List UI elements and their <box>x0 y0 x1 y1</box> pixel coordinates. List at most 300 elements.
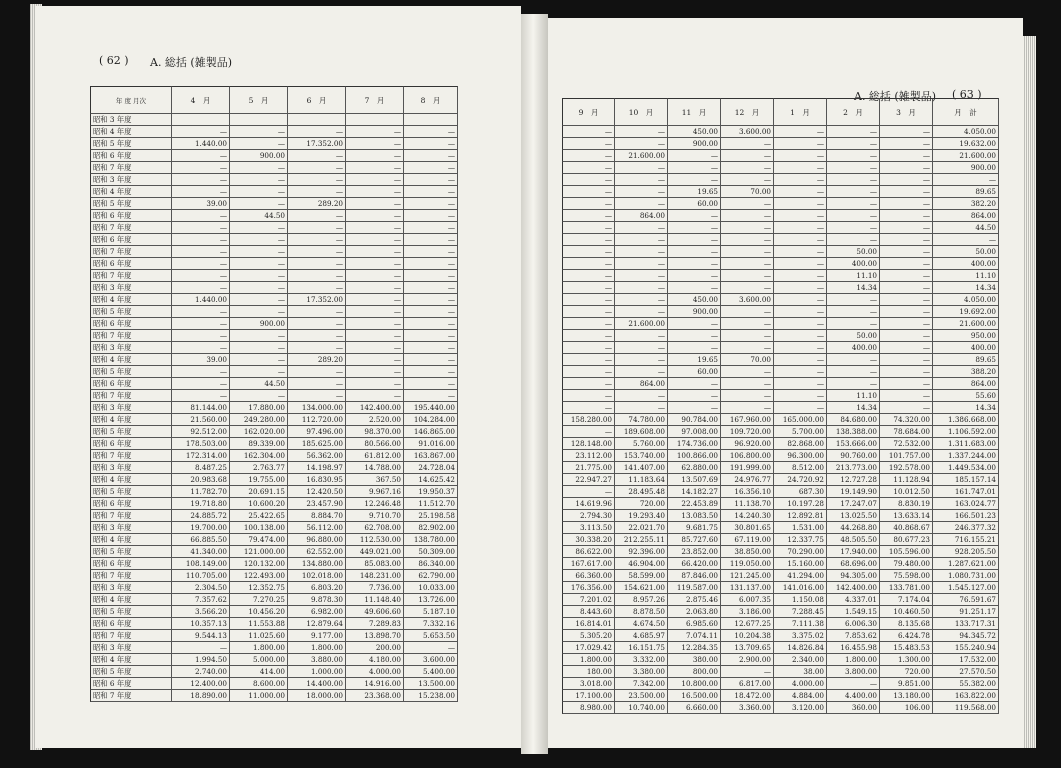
table-cell: 16.830.95 <box>288 474 346 486</box>
table-cell: — <box>827 318 880 330</box>
table-cell: 1.800.00 <box>288 642 346 654</box>
table-cell: 23.500.00 <box>615 690 668 702</box>
table-cell: 17.352.00 <box>288 294 346 306</box>
table-row <box>90 210 458 222</box>
table-cell: 8.600.00 <box>230 678 288 690</box>
table-cell: 4.674.50 <box>615 618 668 630</box>
table-cell: 192.578.00 <box>880 462 933 474</box>
table-cell: — <box>404 126 458 138</box>
table-cell: 82.868.00 <box>774 438 827 450</box>
table-cell: — <box>615 198 668 210</box>
table-cell: — <box>615 270 668 282</box>
table-cell: 50.00 <box>933 246 999 258</box>
table-row <box>562 438 999 450</box>
table-cell: 900.00 <box>933 162 999 174</box>
table-cell: — <box>230 258 288 270</box>
table-cell: 9.544.13 <box>172 630 230 642</box>
fiscal-year-label: 昭和 7 年度 <box>90 270 172 282</box>
table-row <box>562 198 999 210</box>
table-cell: 100.866.00 <box>668 450 721 462</box>
table-cell: — <box>288 126 346 138</box>
table-cell: 62.790.00 <box>404 570 458 582</box>
table-cell: — <box>774 162 827 174</box>
table-cell: 14.916.00 <box>346 678 404 690</box>
table-cell: 46.904.00 <box>615 558 668 570</box>
table-cell: — <box>346 246 404 258</box>
table-cell: 49.606.60 <box>346 606 404 618</box>
table-cell: — <box>404 222 458 234</box>
table-cell: 41.294.00 <box>774 570 827 582</box>
table-cell: 1.549.15 <box>827 606 880 618</box>
table-cell: 112.530.00 <box>346 534 404 546</box>
table-cell: — <box>562 162 615 174</box>
table-cell: 10.204.38 <box>721 630 774 642</box>
table-cell: — <box>346 366 404 378</box>
table-cell: 75.598.00 <box>880 570 933 582</box>
table-row <box>90 426 458 438</box>
table-cell: — <box>615 162 668 174</box>
table-row <box>90 414 458 426</box>
table-cell: 55.382.00 <box>933 678 999 690</box>
table-cell: 1.800.00 <box>562 654 615 666</box>
table-cell: 17.352.00 <box>288 138 346 150</box>
table-cell: 14.182.27 <box>668 486 721 498</box>
table-row <box>90 114 458 126</box>
table-cell: 39.00 <box>172 198 230 210</box>
table-cell: 94.345.72 <box>933 630 999 642</box>
table-row <box>562 486 999 498</box>
table-cell: 110.705.00 <box>172 570 230 582</box>
table-cell: — <box>230 330 288 342</box>
table-cell: 1.000.00 <box>288 666 346 678</box>
table-cell: — <box>346 210 404 222</box>
table-cell: 72.532.00 <box>880 438 933 450</box>
table-cell: — <box>346 126 404 138</box>
table-cell: 14.34 <box>933 402 999 414</box>
table-cell: 178.503.00 <box>172 438 230 450</box>
table-cell: 14.198.97 <box>288 462 346 474</box>
table-cell: — <box>668 174 721 186</box>
table-cell: 92.512.00 <box>172 426 230 438</box>
table-row <box>90 510 458 522</box>
table-cell: 56.362.00 <box>288 450 346 462</box>
table-cell: — <box>562 318 615 330</box>
table-cell: — <box>172 318 230 330</box>
table-cell: 18.890.00 <box>172 690 230 702</box>
table-cell: 7.342.00 <box>615 678 668 690</box>
table-cell: — <box>774 306 827 318</box>
table-cell: 382.20 <box>933 198 999 210</box>
table-cell <box>172 114 230 126</box>
table-cell: 12.677.25 <box>721 618 774 630</box>
table-row <box>562 522 999 534</box>
fiscal-year-label: 昭和 6 年度 <box>90 150 172 162</box>
table-cell: — <box>404 342 458 354</box>
fiscal-year-label: 昭和 6 年度 <box>90 618 172 630</box>
table-cell: — <box>230 138 288 150</box>
table-cell: 44.50 <box>230 378 288 390</box>
table-cell: 9.967.16 <box>346 486 404 498</box>
table-cell: 82.902.00 <box>404 522 458 534</box>
table-cell: — <box>230 306 288 318</box>
table-cell: 96.300.00 <box>774 450 827 462</box>
table-cell: 96.920.00 <box>721 438 774 450</box>
table-cell: — <box>774 282 827 294</box>
table-cell: 146.865.00 <box>404 426 458 438</box>
table-cell: 7.332.16 <box>404 618 458 630</box>
table-cell: 22.453.89 <box>668 498 721 510</box>
table-cell: 5.400.00 <box>404 666 458 678</box>
fiscal-year-label: 昭和 6 年度 <box>90 378 172 390</box>
table-cell: 11.138.70 <box>721 498 774 510</box>
fiscal-year-label: 昭和 6 年度 <box>90 318 172 330</box>
table-row <box>562 654 999 666</box>
table-cell: 62.552.00 <box>288 546 346 558</box>
table-cell: — <box>404 390 458 402</box>
table-cell: 360.00 <box>827 702 880 714</box>
table-row <box>562 366 999 378</box>
table-cell: 7.853.62 <box>827 630 880 642</box>
table-cell: 864.00 <box>615 210 668 222</box>
table-cell: 50.00 <box>827 246 880 258</box>
fiscal-year-label: 昭和 3 年度 <box>90 282 172 294</box>
table-cell: 8.980.00 <box>562 702 615 714</box>
table-row <box>562 462 999 474</box>
month-header: 月 計 <box>933 98 999 126</box>
table-cell: — <box>880 222 933 234</box>
table-cell: 38.00 <box>774 666 827 678</box>
table-cell: — <box>827 222 880 234</box>
table-cell: 22.947.27 <box>562 474 615 486</box>
table-cell: — <box>615 234 668 246</box>
table-cell: — <box>774 390 827 402</box>
table-cell: — <box>721 246 774 258</box>
table-cell: — <box>230 366 288 378</box>
table-cell: 11.10 <box>827 390 880 402</box>
table-cell: — <box>230 294 288 306</box>
month-header: 8 月 <box>404 86 458 114</box>
table-cell: — <box>827 126 880 138</box>
month-header: 10 月 <box>615 98 668 126</box>
table-cell: 6.982.00 <box>288 606 346 618</box>
table-cell: 3.018.00 <box>562 678 615 690</box>
table-cell: 11.512.70 <box>404 498 458 510</box>
table-cell: 1.800.00 <box>827 654 880 666</box>
table-cell: 14.826.84 <box>774 642 827 654</box>
table-cell: — <box>615 126 668 138</box>
table-cell: 289.20 <box>288 198 346 210</box>
table-cell: 12.400.00 <box>172 678 230 690</box>
table-cell: — <box>827 198 880 210</box>
table-cell: 28.495.48 <box>615 486 668 498</box>
right-data-table <box>562 98 999 714</box>
table-cell: 16.814.01 <box>562 618 615 630</box>
table-cell: 133.781.00 <box>880 582 933 594</box>
table-cell: 7.201.02 <box>562 594 615 606</box>
table-cell: — <box>346 294 404 306</box>
right-page-number: ( 63 ) <box>952 88 982 101</box>
table-cell: — <box>404 330 458 342</box>
table-cell: 1.440.00 <box>172 138 230 150</box>
table-cell: — <box>346 390 404 402</box>
table-row <box>90 306 458 318</box>
fiscal-year-label: 昭和 7 年度 <box>90 510 172 522</box>
table-row <box>562 534 999 546</box>
table-cell: 8.135.68 <box>880 618 933 630</box>
table-row <box>90 162 458 174</box>
table-cell: 900.00 <box>668 138 721 150</box>
table-cell: 27.570.50 <box>933 666 999 678</box>
table-cell: — <box>880 330 933 342</box>
table-cell: 289.20 <box>288 354 346 366</box>
table-cell: — <box>172 258 230 270</box>
table-cell: — <box>230 198 288 210</box>
table-row <box>562 546 999 558</box>
fiscal-year-label: 昭和 4 年度 <box>90 474 172 486</box>
fiscal-year-label: 昭和 7 年度 <box>90 162 172 174</box>
month-header: 6 月 <box>288 86 346 114</box>
table-cell: — <box>562 306 615 318</box>
table-cell: 41.340.00 <box>172 546 230 558</box>
table-row <box>90 654 458 666</box>
table-cell: 1.440.00 <box>172 294 230 306</box>
table-cell: — <box>880 378 933 390</box>
table-cell: 12.420.50 <box>288 486 346 498</box>
table-cell: 3.186.00 <box>721 606 774 618</box>
table-row <box>90 690 458 702</box>
table-cell: 13.726.00 <box>404 594 458 606</box>
table-cell: 2.900.00 <box>721 654 774 666</box>
table-cell: — <box>615 390 668 402</box>
table-cell: 50.309.00 <box>404 546 458 558</box>
table-cell: 14.619.96 <box>562 498 615 510</box>
fiscal-year-label: 昭和 6 年度 <box>90 498 172 510</box>
table-cell: — <box>288 378 346 390</box>
table-cell: 13.500.00 <box>404 678 458 690</box>
table-cell: 24.976.77 <box>721 474 774 486</box>
table-cell: — <box>230 162 288 174</box>
table-cell: 2.794.30 <box>562 510 615 522</box>
table-cell: — <box>721 306 774 318</box>
table-cell: 720.00 <box>615 498 668 510</box>
table-cell: — <box>615 402 668 414</box>
fiscal-year-label: 昭和 6 年度 <box>90 210 172 222</box>
table-cell: 5.305.20 <box>562 630 615 642</box>
table-cell: 21.560.00 <box>172 414 230 426</box>
table-cell: 70.00 <box>721 186 774 198</box>
table-cell: 900.00 <box>230 318 288 330</box>
table-cell: — <box>827 306 880 318</box>
table-row <box>562 630 999 642</box>
month-header: 9 月 <box>562 98 615 126</box>
table-cell: — <box>346 186 404 198</box>
fiscal-year-label: 昭和 5 年度 <box>90 666 172 678</box>
table-cell: 19.149.90 <box>827 486 880 498</box>
month-header: 5 月 <box>230 86 288 114</box>
table-cell: 6.660.00 <box>668 702 721 714</box>
table-cell: — <box>172 126 230 138</box>
table-cell: 6.817.00 <box>721 678 774 690</box>
table-cell: — <box>880 294 933 306</box>
month-header: 12 月 <box>721 98 774 126</box>
table-cell: — <box>288 186 346 198</box>
table-row <box>90 198 458 210</box>
table-cell: — <box>880 162 933 174</box>
table-row <box>90 534 458 546</box>
fiscal-year-label: 昭和 4 年度 <box>90 354 172 366</box>
table-cell: — <box>933 234 999 246</box>
table-cell: — <box>880 210 933 222</box>
table-cell: 1.080.731.00 <box>933 570 999 582</box>
table-cell: 3.113.50 <box>562 522 615 534</box>
table-cell: — <box>668 210 721 222</box>
table-cell: 18.000.00 <box>288 690 346 702</box>
table-row <box>562 678 999 690</box>
table-cell: 67.119.00 <box>721 534 774 546</box>
table-row <box>562 570 999 582</box>
fiscal-year-label: 昭和 3 年度 <box>90 642 172 654</box>
table-cell: — <box>172 366 230 378</box>
table-row <box>562 690 999 702</box>
table-cell: 4.400.00 <box>827 690 880 702</box>
table-cell: 13.025.50 <box>827 510 880 522</box>
table-cell: 86.340.00 <box>404 558 458 570</box>
table-cell: — <box>404 186 458 198</box>
table-cell: — <box>288 210 346 222</box>
month-header: 2 月 <box>827 98 880 126</box>
table-row <box>90 438 458 450</box>
right-page <box>548 18 1023 748</box>
table-row <box>562 210 999 222</box>
table-cell: — <box>774 270 827 282</box>
table-cell: 61.812.00 <box>346 450 404 462</box>
table-cell: 7.270.25 <box>230 594 288 606</box>
table-cell: 153.666.00 <box>827 438 880 450</box>
table-row <box>562 330 999 342</box>
table-cell: — <box>880 258 933 270</box>
table-cell: 4.000.00 <box>346 666 404 678</box>
table-cell: 2.304.50 <box>172 582 230 594</box>
table-cell: 21.775.00 <box>562 462 615 474</box>
table-cell: 161.747.01 <box>933 486 999 498</box>
table-cell: — <box>774 342 827 354</box>
table-cell: — <box>288 366 346 378</box>
table-cell: — <box>774 378 827 390</box>
table-cell: — <box>827 186 880 198</box>
table-cell: 30.338.20 <box>562 534 615 546</box>
table-cell: 388.20 <box>933 366 999 378</box>
table-row <box>562 594 999 606</box>
table-cell: 212.255.11 <box>615 534 668 546</box>
table-header-row <box>562 98 999 126</box>
table-cell: — <box>615 294 668 306</box>
table-cell: 165.000.00 <box>774 414 827 426</box>
table-row <box>562 258 999 270</box>
table-cell: — <box>562 342 615 354</box>
table-row <box>90 138 458 150</box>
table-cell: — <box>172 174 230 186</box>
table-cell: 16.455.98 <box>827 642 880 654</box>
table-cell: — <box>172 162 230 174</box>
table-cell: 153.740.00 <box>615 450 668 462</box>
table-row <box>90 522 458 534</box>
table-cell: — <box>774 294 827 306</box>
table-cell: 16.151.75 <box>615 642 668 654</box>
table-cell: 141.016.00 <box>774 582 827 594</box>
book-gutter <box>521 14 548 754</box>
table-cell: — <box>774 246 827 258</box>
table-cell: — <box>172 222 230 234</box>
table-cell: 10.800.00 <box>668 678 721 690</box>
table-cell: — <box>562 138 615 150</box>
table-cell: 22.021.70 <box>615 522 668 534</box>
fiscal-year-label: 昭和 7 年度 <box>90 450 172 462</box>
table-row <box>90 378 458 390</box>
table-cell: 1.800.00 <box>230 642 288 654</box>
table-cell: 8.878.50 <box>615 606 668 618</box>
table-cell: — <box>346 282 404 294</box>
table-cell: 85.727.60 <box>668 534 721 546</box>
table-cell: — <box>880 366 933 378</box>
table-row <box>562 162 999 174</box>
table-cell: 134.880.00 <box>288 558 346 570</box>
table-cell: — <box>288 306 346 318</box>
table-cell: 39.00 <box>172 354 230 366</box>
table-cell: — <box>172 342 230 354</box>
table-cell: 90.760.00 <box>827 450 880 462</box>
table-cell: — <box>827 678 880 690</box>
table-cell: 7.111.38 <box>774 618 827 630</box>
table-cell: 163.867.00 <box>404 450 458 462</box>
table-cell: 89.65 <box>933 186 999 198</box>
table-cell: — <box>774 198 827 210</box>
fiscal-year-label: 昭和 4 年度 <box>90 414 172 426</box>
table-cell: 367.50 <box>346 474 404 486</box>
fiscal-year-label: 昭和 7 年度 <box>90 390 172 402</box>
table-cell: — <box>172 390 230 402</box>
table-cell: — <box>774 186 827 198</box>
table-cell: 155.240.94 <box>933 642 999 654</box>
table-cell: 167.617.00 <box>562 558 615 570</box>
table-cell: 3.375.02 <box>774 630 827 642</box>
table-cell: 14.788.00 <box>346 462 404 474</box>
table-cell: — <box>404 234 458 246</box>
table-cell: 25.198.58 <box>404 510 458 522</box>
table-cell: 19.632.00 <box>933 138 999 150</box>
table-cell: 185.625.00 <box>288 438 346 450</box>
table-cell: — <box>721 318 774 330</box>
table-cell: 44.268.80 <box>827 522 880 534</box>
table-cell: 104.284.00 <box>404 414 458 426</box>
table-cell: — <box>288 150 346 162</box>
fiscal-year-label: 昭和 4 年度 <box>90 534 172 546</box>
table-cell: — <box>668 378 721 390</box>
table-cell: — <box>827 150 880 162</box>
table-cell: 2.740.00 <box>172 666 230 678</box>
table-row <box>90 186 458 198</box>
table-cell: 50.00 <box>827 330 880 342</box>
table-row <box>562 150 999 162</box>
table-cell: 4.050.00 <box>933 126 999 138</box>
table-cell: 928.205.50 <box>933 546 999 558</box>
table-cell: 246.377.32 <box>933 522 999 534</box>
table-cell: 19.755.00 <box>230 474 288 486</box>
fiscal-year-label: 昭和 7 年度 <box>90 222 172 234</box>
table-row <box>90 234 458 246</box>
table-cell: 2.763.77 <box>230 462 288 474</box>
table-cell: 2.875.46 <box>668 594 721 606</box>
table-cell: — <box>880 150 933 162</box>
